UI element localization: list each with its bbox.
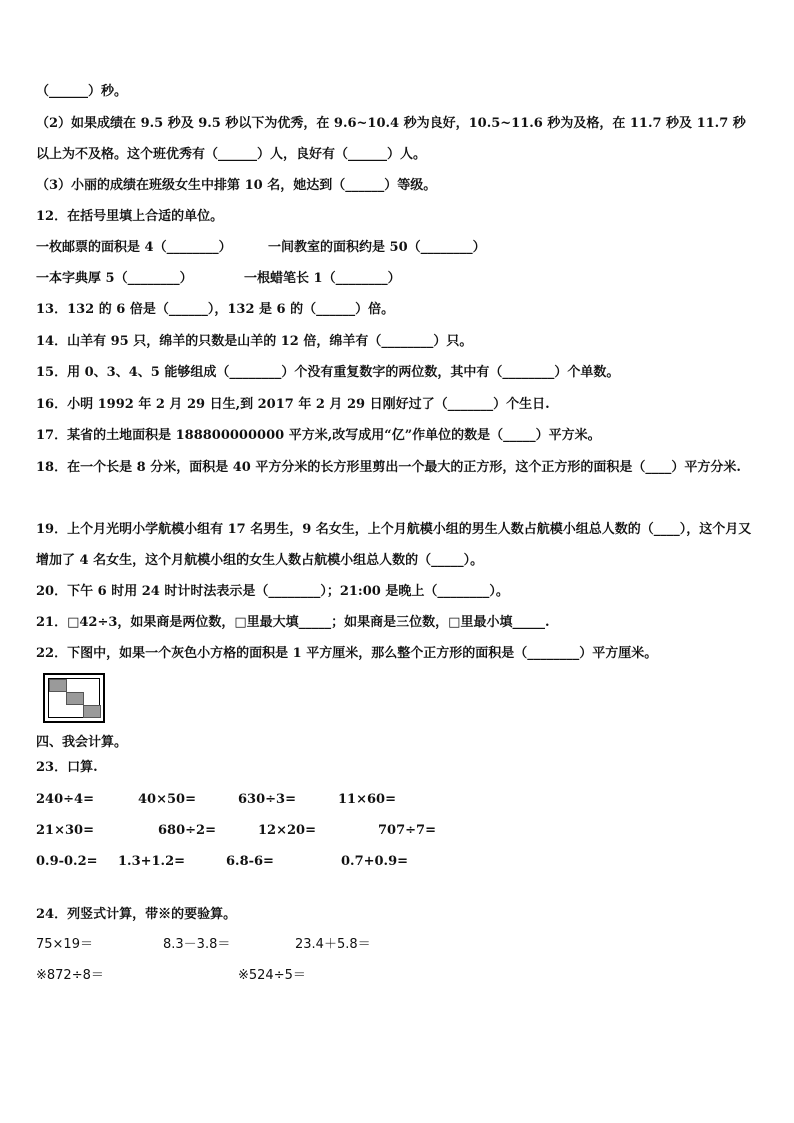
question-17: 17．某省的土地面积是 188800000000 平方米,改写成用“亿”作单位的数是（_____）平方米。: [36, 428, 601, 443]
text-line-q11-3: （3）小丽的成绩在班级女生中排第 10 名，她达到（______）等级。: [36, 178, 437, 193]
question-23-title: 23．口算.: [36, 760, 98, 775]
question-18: 18．在一个长是 8 分米，面积是 40 平方分米的长方形里剪出一个最大的正方形，这个正方形的面积是（____）平方分米.: [36, 460, 741, 475]
question-20: 20．下午 6 时用 24 时计时法表示是（________）；21:00 是晚上（________）。: [36, 584, 509, 599]
oral-calc-item: 707÷7=: [378, 823, 436, 838]
vertical-calc-item: 75×19＝: [36, 937, 93, 952]
question-12-d: 一根蜡笔长 1（________）: [244, 271, 401, 286]
vertical-calc-item: ※524÷5＝: [238, 968, 306, 983]
square-grid-figure: [43, 673, 105, 723]
question-12: 12．在括号里填上合适的单位。: [36, 209, 224, 224]
vertical-calc-item: 8.3－3.8＝: [163, 937, 231, 952]
vertical-calc-item: ※872÷8＝: [36, 968, 104, 983]
question-12-a: 一枚邮票的面积是 4（________）: [36, 240, 232, 255]
oral-calc-item: 11×60=: [338, 792, 396, 807]
question-24-title: 24．列竖式计算，带※的要验算。: [36, 907, 237, 922]
oral-calc-item: 12×20=: [258, 823, 316, 838]
oral-calc-item: 21×30=: [36, 823, 94, 838]
oral-calc-item: 680÷2=: [158, 823, 216, 838]
question-16: 16．小明 1992 年 2 月 29 日生,到 2017 年 2 月 29 日刚好过了（_______）个生日.: [36, 397, 550, 412]
gray-square-2: [66, 692, 84, 705]
question-21: 21．□42÷3，如果商是两位数，□里最大填_____；如果商是三位数，□里最小填_____.: [36, 615, 550, 630]
square-grid-inner: [48, 678, 100, 718]
question-19: 19．上个月光明小学航模小组有 17 名男生，9 名女生，上个月航模小组的男生人数占航模小组总人数的（____），这个月又增加了 4 名女生，这个月航模小组的女生人数占航模小组总人数的（_____）。: [36, 522, 752, 568]
question-22: 22．下图中，如果一个灰色小方格的面积是 1 平方厘米，那么整个正方形的面积是（________）平方厘米。: [36, 646, 658, 661]
question-13: 13．132 的 6 倍是（______），132 是 6 的（______）倍。: [36, 302, 395, 317]
oral-calc-item: 1.3+1.2=: [118, 854, 186, 869]
oral-calc-item: 240÷4=: [36, 792, 94, 807]
question-14: 14．山羊有 95 只，绵羊的只数是山羊的 12 倍，绵羊有（________）只。: [36, 334, 473, 349]
section-4-heading: 四、我会计算。: [36, 735, 128, 750]
gray-square-1: [49, 679, 67, 692]
vertical-calc-item: 23.4＋5.8＝: [295, 937, 371, 952]
text-line-q11-2: （2）如果成绩在 9.5 秒及 9.5 秒以下为优秀，在 9.6~10.4 秒为良好，10.5~11.6 秒为及格，在 11.7 秒及 11.7 秒以上为不及格。这个班优秀有（______）人，良好有（______）人。: [36, 116, 746, 162]
oral-calc-item: 0.7+0.9=: [341, 854, 409, 869]
oral-calc-item: 0.9-0.2=: [36, 854, 98, 869]
oral-calc-item: 630÷3=: [238, 792, 296, 807]
text-line-q11-1: （______）秒。: [36, 84, 128, 99]
question-15: 15．用 0、3、4、5 能够组成（________）个没有重复数字的两位数，其中有（________）个单数。: [36, 365, 620, 380]
question-12-b: 一间教室的面积约是 50（________）: [268, 240, 486, 255]
oral-calc-item: 6.8-6=: [226, 854, 274, 869]
oral-calc-item: 40×50=: [138, 792, 196, 807]
gray-square-3: [83, 705, 101, 718]
question-12-c: 一本字典厚 5（________）: [36, 271, 193, 286]
